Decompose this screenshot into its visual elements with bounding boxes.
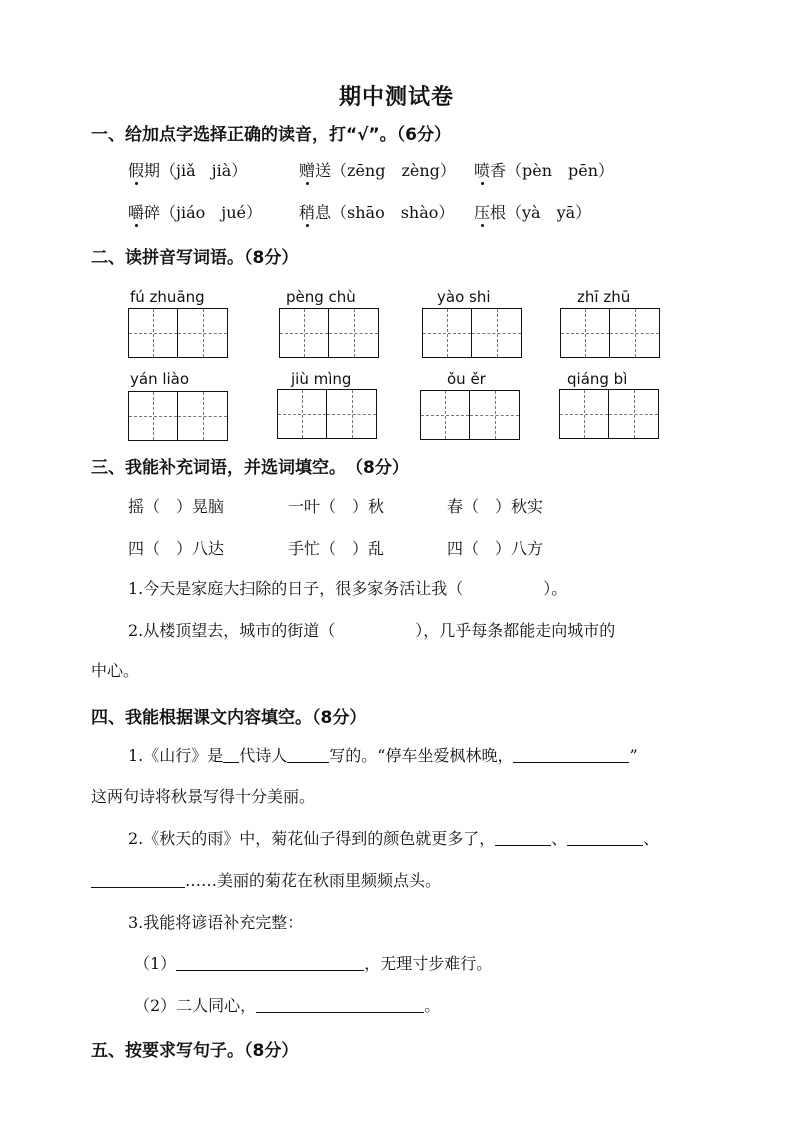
fill-sentence-2[interactable]: 2.从楼顶望去，城市的街道（ ），几乎每条都能走向城市的 <box>128 621 616 640</box>
idiom-blank[interactable]: 春（ ）秋实 <box>447 497 544 516</box>
section-1-heading: 一、给加点字选择正确的读音，打“√”。（6分） <box>91 125 452 145</box>
pronunciation-item: 嚼碎（jiáo jué） <box>128 200 262 223</box>
writing-grid[interactable] <box>128 391 228 441</box>
color-question-cont: ……美丽的菊花在秋雨里频频点头。 <box>91 870 441 892</box>
proverb-2-blank[interactable] <box>256 996 424 1013</box>
fill-sentence-1[interactable]: 1.今天是家庭大扫除的日子，很多家务活让我（ ）。 <box>128 579 568 598</box>
fill-sentence-2-cont: 中心。 <box>91 661 140 680</box>
pronunciation-item: 压根（yà yā） <box>474 200 591 223</box>
pinyin-label: ǒu ěr <box>447 370 486 388</box>
writing-grid[interactable] <box>560 308 660 358</box>
idiom-blank[interactable]: 四（ ）八方 <box>447 539 544 558</box>
color-question: 2.《秋天的雨》中，菊花仙子得到的颜色就更多了， 、 、 <box>128 829 660 848</box>
writing-grid[interactable] <box>128 308 228 358</box>
color-blank-3[interactable] <box>91 871 185 888</box>
writing-grid[interactable] <box>420 390 520 440</box>
writing-grid[interactable] <box>422 308 522 358</box>
pinyin-label: qiáng bì <box>567 370 628 388</box>
idiom-blank[interactable]: 摇（ ）晃脑 <box>128 497 225 516</box>
pronunciation-item: 稍息（shāo shào） <box>299 200 454 223</box>
writing-grid[interactable] <box>559 389 659 439</box>
idiom-blank[interactable]: 一叶（ ）秋 <box>288 497 385 516</box>
section-5-heading: 五、按要求写句子。（8分） <box>91 1041 299 1061</box>
dynasty-blank[interactable] <box>223 746 239 763</box>
poem-question-cont: 这两句诗将秋景写得十分美丽。 <box>91 787 316 806</box>
pinyin-label: yán liào <box>130 370 190 388</box>
idiom-blank[interactable]: 四（ ）八达 <box>128 539 225 558</box>
section-3-heading: 三、我能补充词语，并选词填空。 （8分） <box>91 458 409 478</box>
pinyin-label: yào shi <box>437 288 491 306</box>
pinyin-label: pèng chù <box>286 288 356 306</box>
section-4-heading: 四、我能根据课文内容填空。（8分） <box>91 708 367 728</box>
proverb-instruction: 3.我能将谚语补充完整： <box>128 913 304 932</box>
writing-grid[interactable] <box>279 308 379 358</box>
page-title: 期中测试卷 <box>338 85 454 110</box>
pronunciation-item: 假期（jiǎ jià） <box>128 158 247 181</box>
color-blank-2[interactable] <box>567 829 643 846</box>
proverb-1-blank[interactable] <box>176 954 364 971</box>
section-2-heading: 二、读拼音写词语。（8分） <box>91 248 299 268</box>
color-blank-1[interactable] <box>495 829 551 846</box>
pinyin-label: jiù mìng <box>291 370 352 388</box>
idiom-blank[interactable]: 手忙（ ）乱 <box>288 539 385 558</box>
writing-grid[interactable] <box>277 389 377 439</box>
poet-blank[interactable] <box>287 746 329 763</box>
proverb-2: （2）二人同心， 。 <box>134 996 441 1015</box>
pronunciation-item: 喷香（pèn pēn） <box>474 158 614 181</box>
poem-question: 1.《山行》是 代诗人 写的。“停车坐爱枫林晚， ” <box>128 746 638 765</box>
pinyin-label: zhī zhū <box>577 288 631 306</box>
pinyin-label: fú zhuāng <box>130 288 205 306</box>
pronunciation-item: 赠送（zēng zèng） <box>299 158 456 181</box>
poem-line-blank[interactable] <box>513 746 629 763</box>
proverb-1: （1） ，无理寸步难行。 <box>134 954 493 973</box>
